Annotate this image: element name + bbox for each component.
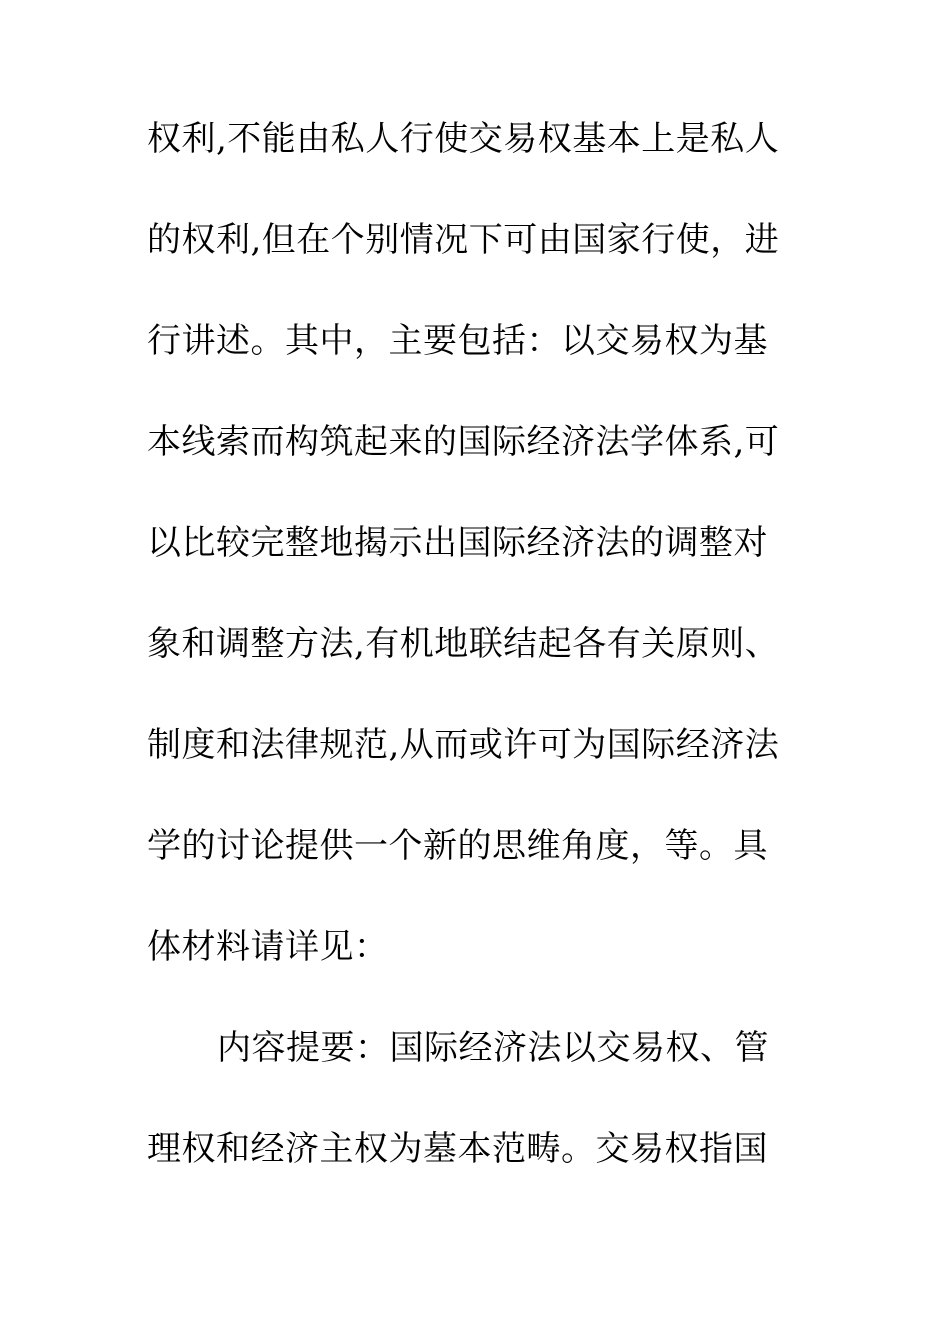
text-line: 本线索而构筑起来的国际经济法学体系,可 <box>147 422 780 462</box>
text-line: 行讲述。其中，主要包括：以交易权为基 <box>147 321 768 361</box>
paragraph-start-line: 内容提要：国际经济法以交易权、管 <box>217 1028 769 1068</box>
document-body <box>147 119 807 1233</box>
text-line: 体材料请详见： <box>147 927 389 967</box>
text-line: 理权和经济主权为墓本范畴。交易权指国 <box>147 1129 768 1169</box>
text-line: 的权利,但在个别情况下可由国家行使，进 <box>147 220 780 260</box>
text-line: 象和调整方法,有机地联结起各有关原则、 <box>147 624 780 664</box>
text-line: 权利,不能由私人行使交易权基本上是私人 <box>147 119 780 159</box>
text-line: 学的讨论提供一个新的思维角度，等。具 <box>147 826 768 866</box>
text-line: 制度和法律规范,从而或许可为国际经济法 <box>147 725 780 765</box>
text-line: 以比较完整地揭示出国际经济法的调整对 <box>147 523 768 563</box>
